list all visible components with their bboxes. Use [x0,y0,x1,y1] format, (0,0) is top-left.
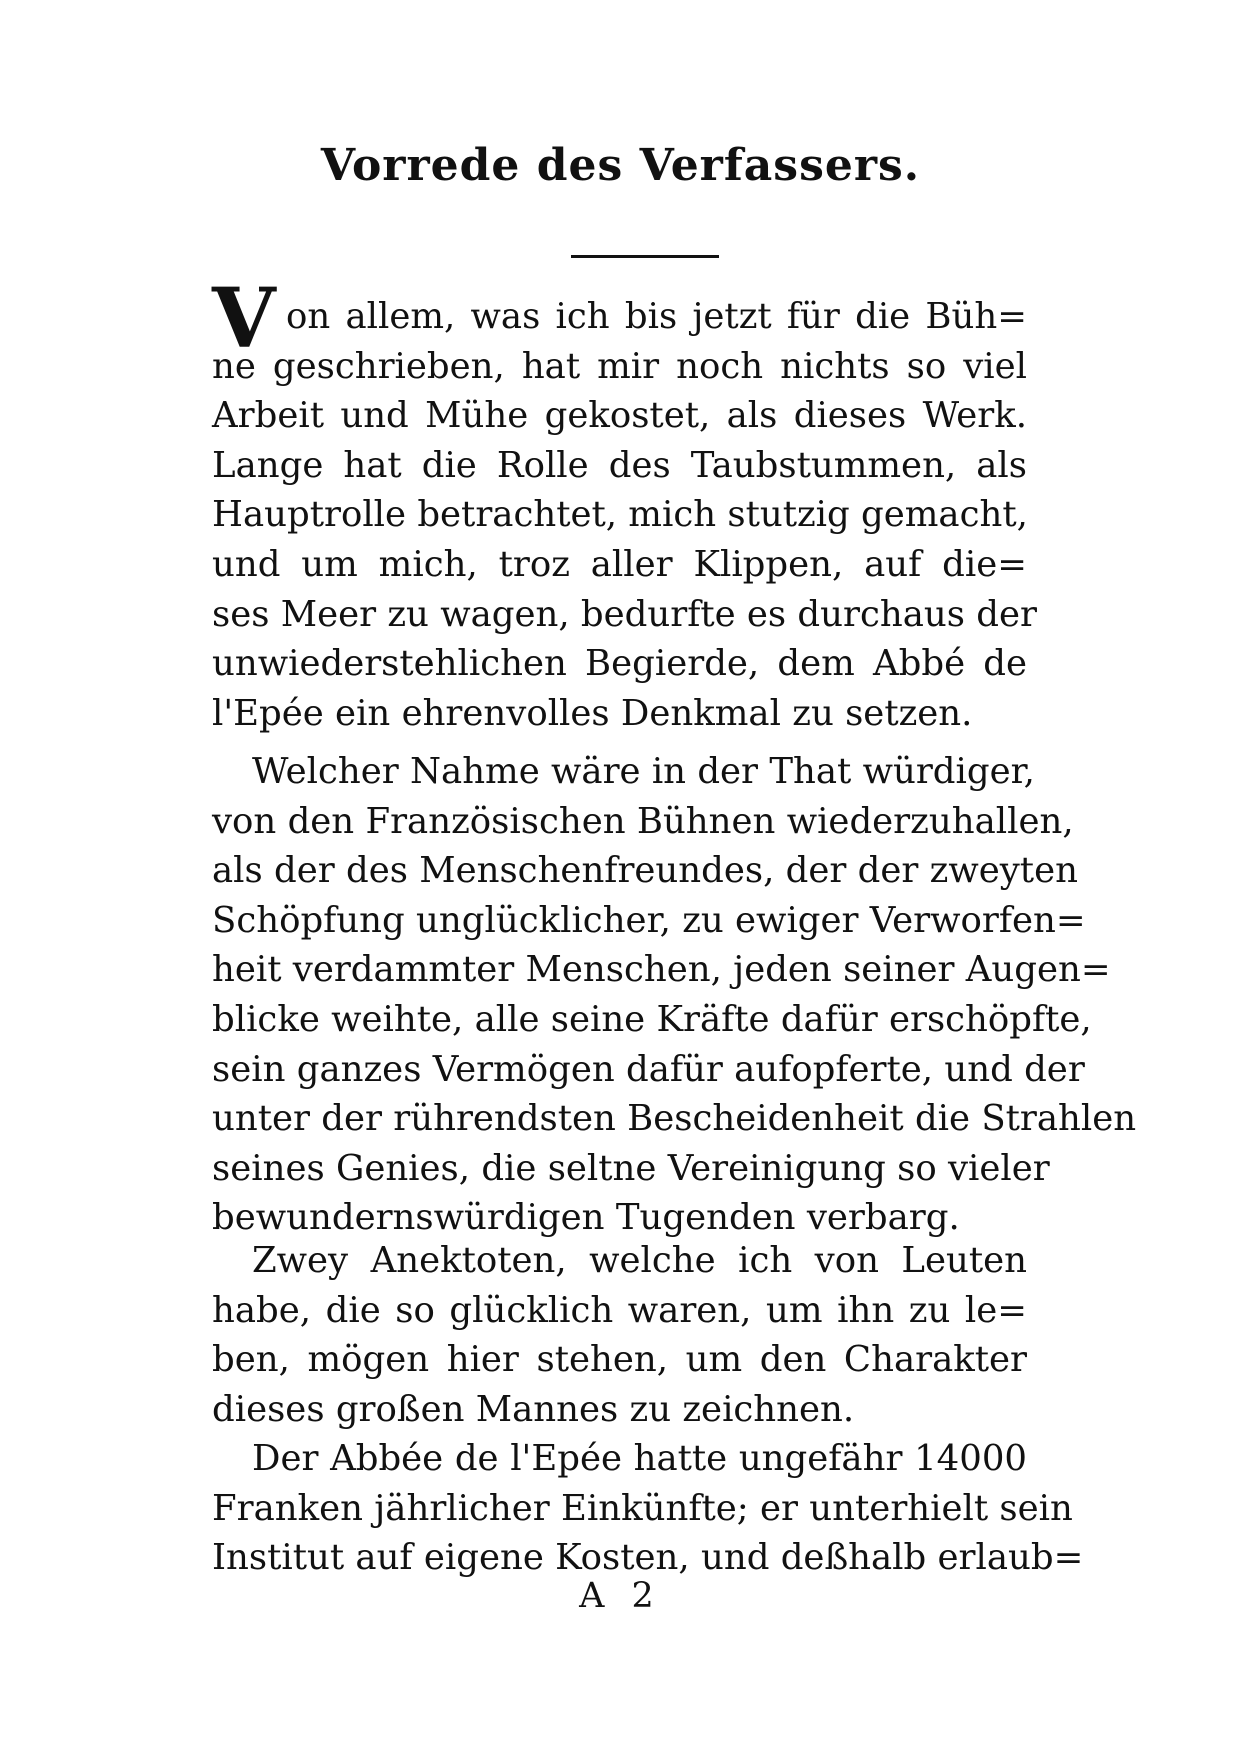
text-line: sein ganzes Vermögen dafür aufopferte, und der [212,1048,1085,1090]
text-line: ses Meer zu wagen, bedurfte es durchaus der [212,593,1037,635]
text-line: Institut auf eigene Kosten, und deßhalb erlaub= [212,1537,1084,1579]
text-line: unwiederstehlichen Begierde, dem Abbé de [212,643,1027,685]
text-line: Zwey Anektoten, welche ich von Leuten [252,1240,1027,1281]
signature-mark: A 2 [579,1576,662,1616]
text-line: dieses großen Mannes zu zeichnen. [212,1388,855,1430]
text-line: als der des Menschenfreundes, der der zweyten [212,850,1078,892]
text-line: unter der rührendsten Bescheidenheit die Strahlen [212,1098,1137,1140]
text-line: Schöpfung unglücklicher, zu ewiger Verworfen= [212,899,1086,941]
text-line: ne geschrieben, hat mir noch nichts so viel [212,345,1027,387]
text-line: l'Epée ein ehrenvolles Denkmal zu setzen. [212,692,973,734]
text-line: habe, die so glücklich waren, um ihn zu le= [212,1289,1027,1331]
text-line: Welcher Nahme wäre in der That würdiger, [252,751,1035,792]
text-line: heit verdammter Menschen, jeden seiner Augen= [212,949,1111,991]
text-line: Lange hat die Rolle des Taubstummen, als [212,444,1027,486]
text-line: Hauptrolle betrachtet, mich stutzig gemacht, [212,494,1028,536]
text-line: ben, mögen hier stehen, um den Charakter [212,1339,1027,1381]
heading-rule [571,255,719,258]
text-line: Arbeit und Mühe gekostet, als dieses Werk. [212,395,1027,437]
page-heading: Vorrede des Verfassers. [320,140,921,191]
paragraph-2 [212,747,1137,1243]
text-line: Der Abbée de l'Epée hatte ungefähr 14000 [252,1438,1027,1479]
text-line: und um mich, troz aller Klippen, auf die= [212,543,1027,585]
drop-cap: V [212,271,276,367]
text-line: blicke weihte, alle seine Kräfte dafür erschöpfte, [212,998,1092,1040]
text-line: on allem, was ich bis jetzt für die Büh= [286,296,1027,337]
text-line: von den Französischen Bühnen wiederzuhallen, [212,800,1074,842]
paragraph-3 [212,1236,1027,1434]
text-line: seines Genies, die seltne Vereinigung so vieler [212,1147,1050,1189]
paragraph-1 [212,271,1037,738]
paragraph-4 [212,1434,1084,1583]
text-line: bewundernswürdigen Tugenden verbarg. [212,1197,960,1239]
text-line: Franken jährlicher Einkünfte; er unterhielt sein [212,1487,1073,1529]
